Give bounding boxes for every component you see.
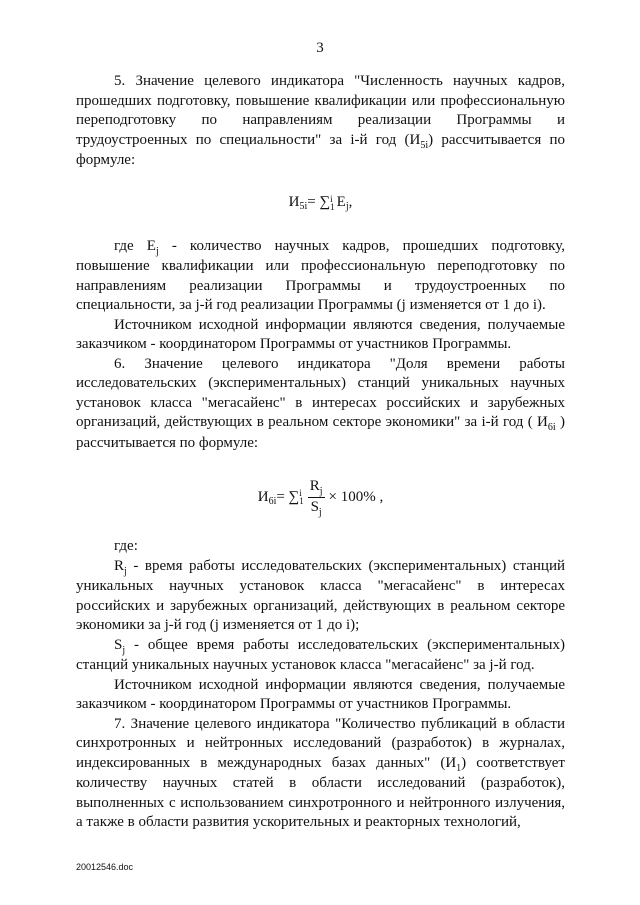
formula-i5: И 5i = ∑ i 1 E j , <box>288 193 353 212</box>
paragraph-6-source: Источником исходной информации являются сведения, получаемые заказчиком - координатором Программы от участников Программы. <box>76 676 565 712</box>
file-name-footer: 20012546.doc <box>76 862 134 872</box>
definition-r: $R_j$ - время работы исследовательских (экспериментальных) станций уникальных научных установок класса "мегасайенс" в интересах российских и зарубежных организаций, действующих в реальном секторе экономики за j-й год (j изменяется от 1 до i); <box>76 557 565 633</box>
page-number: 3 <box>316 40 324 56</box>
paragraph-5-where: где $E_j$ - количество научных кадров, прошедших подготовку, повышение квалификации или профессиональную переподготовку по направлениям реализации Программы и трудоустроенных по специальности, за j-й год реализации Программы (j изменяется от 1 до i). <box>76 237 566 313</box>
paragraph-5-source: Источником исходной информации являются сведения, получаемые заказчиком - координатором Программы от участников Программы. <box>76 316 565 352</box>
sum-limits: i 1 <box>299 488 304 506</box>
paragraph-7: 7. Значение целевого индикатора "Количество публикаций в области синхротронных и нейтронных исследований (разработок) в журналах, индексированных в международных базах данных" $(И_1)$ соответствует количеству научных статей в области исследований (разработок), выполненных с использованием синхротронного и нейтронного излучения, а также в области развития ускорительных и реакторных технологий, <box>76 715 565 830</box>
sum-limits: i 1 <box>330 193 335 212</box>
definition-s: $S_j$ - общее время работы исследовательских (экспериментальных) станций уникальных научных установок класса "мегасайенс" за j-й год. <box>76 636 565 673</box>
paragraph-6-intro: 6. Значение целевого индикатора "Доля времени работы исследовательских (экспериментальных) станций уникальных научных установок класса "мегасайенс" в интересах российских и зарубежных организаций, действующих в реальном секторе экономики" за i-й год ( $И_{6i}$ ) рассчитывается по формуле: <box>76 355 565 451</box>
fraction: $\frac{R_j}{S_j}$ <box>309 477 323 518</box>
formula-i6: И 6i = ∑ i 1 $\frac{R_j}{S_j}$ × 100% , <box>257 477 384 518</box>
paragraph-5-intro: 5. Значение целевого индикатора "Численность научных кадров, прошедших подготовку, повышение квалификации или профессиональную переподготовку по направлениям реализации Программы и трудоустроенных по специальности" за i-й год $(И_{5i})$ рассчитывается по формуле: <box>76 73 565 168</box>
where-label: где: <box>114 538 138 554</box>
document-body <box>76 72 565 833</box>
